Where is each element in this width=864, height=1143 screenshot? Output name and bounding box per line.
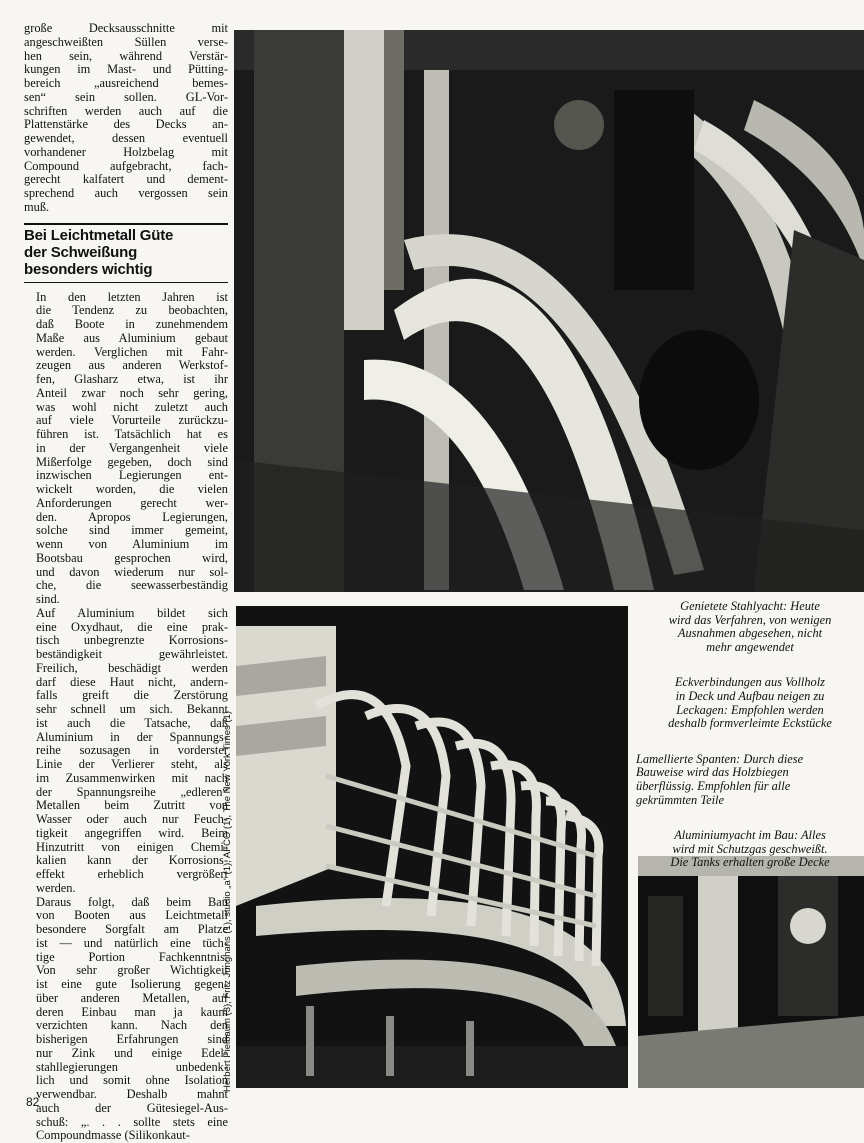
text-line: In den letzten Jahren ist bbox=[24, 291, 228, 305]
headline-line: besonders wichtig bbox=[24, 261, 228, 278]
text-line: ist — und natürlich eine tüch- bbox=[24, 937, 228, 951]
text-line: auch der Gütesiegel-Aus- bbox=[24, 1102, 228, 1116]
text-line: gewendet, dessen eventuell bbox=[24, 132, 228, 146]
text-line: gerecht kalfatert und dement- bbox=[24, 173, 228, 187]
text-line: und davon wiederum nur sol- bbox=[24, 566, 228, 580]
text-line: der Spannungsreihe „edleren“ bbox=[24, 786, 228, 800]
text-line: werden. Verglichen mit Fahr- bbox=[24, 346, 228, 360]
article-column bbox=[24, 22, 228, 1143]
text-line: Von sehr großer Wichtigkeit bbox=[24, 964, 228, 978]
text-line: vorhandener Holzbelag mit bbox=[24, 146, 228, 160]
text-line: verwendbar. Deshalb mahnt bbox=[24, 1088, 228, 1102]
text-line: was wohl nicht zuletzt auch bbox=[24, 401, 228, 415]
text-line: Plattenstärke des Decks an- bbox=[24, 118, 228, 132]
text-line: Bootsbau gesprochen wird, bbox=[24, 552, 228, 566]
text-line: Anteil zwar noch sehr gering, bbox=[24, 387, 228, 401]
text-line: über anderen Metallen, auf bbox=[24, 992, 228, 1006]
text-line: Maße aus Aluminium gebaut bbox=[24, 332, 228, 346]
text-line: schuß: „. . . sollte stets eine bbox=[24, 1116, 228, 1130]
text-line: nur Zink und einige Edel- bbox=[24, 1047, 228, 1061]
text-line: in der Vergangenheit viele bbox=[24, 442, 228, 456]
text-line: von Booten aus Leichtmetall bbox=[24, 909, 228, 923]
text-line: kalien kann der Korrosions- bbox=[24, 854, 228, 868]
text-line: falls greift die Zerstörung bbox=[24, 689, 228, 703]
text-line: wenn von Aluminium im bbox=[24, 538, 228, 552]
text-line: kungen im Mast- und Pütting- bbox=[24, 63, 228, 77]
text-line: den. Apropos Legierungen, bbox=[24, 511, 228, 525]
caption-laminated-frames: Lamellierte Spanten: Durch diese Bauweise wird das Holzbiegen überflüssig. Empfohlen für alle gekrümmten Teile bbox=[636, 753, 864, 807]
text-line: ist eine gute Isolierung gegen- bbox=[24, 978, 228, 992]
text-line: Auf Aluminium bildet sich bbox=[24, 607, 228, 621]
text-line: werden. bbox=[24, 882, 228, 896]
text-line: im Zusammenwirken mit nach bbox=[24, 772, 228, 786]
text-line: tigkeit angegriffen wird. Beim bbox=[24, 827, 228, 841]
text-line: Compound aufgebracht, fach- bbox=[24, 160, 228, 174]
text-line: inzwischen Legierungen ent- bbox=[24, 469, 228, 483]
text-line: solche sind immer gemeint, bbox=[24, 524, 228, 538]
text-line: reihe sozusagen in vorderster bbox=[24, 744, 228, 758]
text-line: effekt erheblich vergrößert bbox=[24, 868, 228, 882]
text-line: Metallen beim Zutritt von bbox=[24, 799, 228, 813]
photo-credit: Herbert Pielbaum (3), Fritz Junghans (1), studio „a“ (1), AFCO (1), The New York Times (1) bbox=[222, 711, 233, 1092]
text-line: eine Oxydhaut, die eine prak- bbox=[24, 621, 228, 635]
text-line: Linie der Verlierer steht, als bbox=[24, 758, 228, 772]
text-line: verzichten kann. Nach den bbox=[24, 1019, 228, 1033]
text-line: stahllegierungen unbedenk- bbox=[24, 1061, 228, 1075]
photo-captions bbox=[636, 600, 864, 889]
text-line: daß Boote in zunehmendem bbox=[24, 318, 228, 332]
text-line: ist auch die Tatsache, daß bbox=[24, 717, 228, 731]
text-line: sind. bbox=[24, 593, 228, 607]
text-line: große Decksausschnitte mit bbox=[24, 22, 228, 36]
text-line: auf viele Vorurteile zurückzu- bbox=[24, 414, 228, 428]
caption-corner-joints: Eckverbindungen aus Vollholz in Deck und Aufbau neigen zu Leckagen: Empfohlen werden deshalb formverleimte Eckstücke bbox=[636, 676, 864, 730]
headline-line: der Schweißung bbox=[24, 244, 228, 261]
text-line: hen sein, während Verstär- bbox=[24, 50, 228, 64]
text-line: sehr schnell um sich. Bekannt bbox=[24, 703, 228, 717]
text-line: fen, Glasharz etwa, ist ihr bbox=[24, 373, 228, 387]
caption-steel-yacht: Genietete Stahlyacht: Heute wird das Verfahren, von wenigen Ausnahmen abgesehen, nicht mehr angewendet bbox=[636, 600, 864, 654]
headline-rule-top bbox=[24, 223, 228, 225]
photo-riveted-steel-yacht bbox=[234, 30, 864, 592]
headline-rule-bottom bbox=[24, 282, 228, 283]
text-line: Mißerfolge gegeben, doch sind bbox=[24, 456, 228, 470]
photo-aluminium-yacht bbox=[638, 856, 864, 1088]
text-line: bisherigen Erfahrungen sind bbox=[24, 1033, 228, 1047]
text-line: darf diese Haut nicht, andern- bbox=[24, 676, 228, 690]
text-line: Hinzutritt von einigen Chemi- bbox=[24, 841, 228, 855]
caption-aluminium-yacht: Aluminiumyacht im Bau: Alles wird mit Schutzgas geschweißt. Die Tanks erhalten große Decke bbox=[636, 829, 864, 870]
text-line: tisch unbegrenzte Korrosions- bbox=[24, 634, 228, 648]
section-headline bbox=[24, 227, 228, 278]
text-line: Daraus folgt, daß beim Bau bbox=[24, 896, 228, 910]
text-line: Wasser oder auch nur Feuch- bbox=[24, 813, 228, 827]
text-line: tige Portion Fachkenntnis. bbox=[24, 951, 228, 965]
text-line: bereich „ausreichend bemes- bbox=[24, 77, 228, 91]
text-line: sprechend auch vergossen sein bbox=[24, 187, 228, 201]
headline-line: Bei Leichtmetall Güte bbox=[24, 227, 228, 244]
text-line: Freilich, beschädigt werden bbox=[24, 662, 228, 676]
text-line: angeschweißten Süllen verse- bbox=[24, 36, 228, 50]
text-line: sen“ sein sollen. GL-Vor- bbox=[24, 91, 228, 105]
text-line: schriften werden auch auf die bbox=[24, 105, 228, 119]
text-line: Compoundmasse (Silikonkaut- bbox=[24, 1129, 228, 1143]
text-line: die Tendenz zu beobachten, bbox=[24, 304, 228, 318]
text-line: beständigkeit gewährleistet. bbox=[24, 648, 228, 662]
article-body bbox=[24, 291, 228, 1143]
text-line: Aluminium in der Spannungs- bbox=[24, 731, 228, 745]
page-number: 82 bbox=[26, 1095, 39, 1109]
text-line: wickelt worden, die vielen bbox=[24, 483, 228, 497]
text-line: Anforderungen gerecht wer- bbox=[24, 497, 228, 511]
text-line: führen ist. Tatsächlich hat es bbox=[24, 428, 228, 442]
text-line: zeugen aus anderen Werkstof- bbox=[24, 359, 228, 373]
text-line: lich und somit ohne Isolation bbox=[24, 1074, 228, 1088]
text-line: deren Einbau man ja kaum bbox=[24, 1006, 228, 1020]
text-line: besondere Sorgfalt am Platze bbox=[24, 923, 228, 937]
text-line: che, die seewasserbeständig bbox=[24, 579, 228, 593]
text-line: muß. bbox=[24, 201, 228, 215]
photo-laminated-frames bbox=[236, 606, 628, 1088]
intro-text bbox=[24, 22, 228, 215]
